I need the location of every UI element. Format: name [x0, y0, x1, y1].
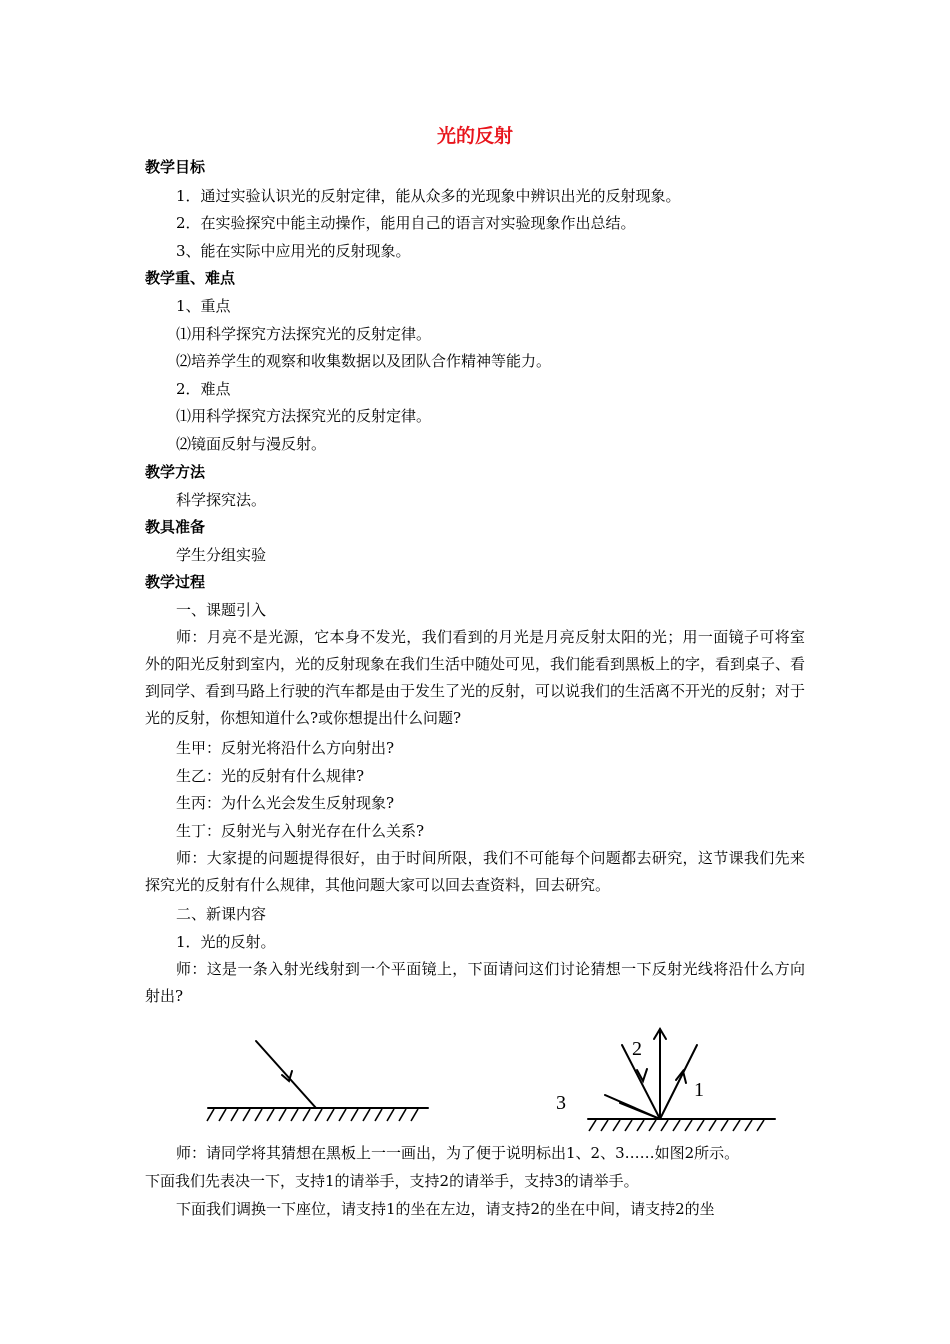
- key-point-item: ⑴用科学探究方法探究光的反射定律。: [176, 325, 432, 343]
- teacher-paragraph-2: 师：大家提的问题提得很好，由于时间所限，我们不可能每个问题都去研究，这节课我们先来探究光的反射有什么规律，其他问题大家可以回去查资料，回去研究。: [145, 849, 805, 894]
- mirror-hatching: [589, 1120, 764, 1131]
- teacher-paragraph-1: 师：月亮不是光源，它本身不发光，我们看到的月光是月亮反射太阳的光；用一面镜子可将室外的阳光反射到室内，光的反射现象在我们生活中随处可见，我们能看到黑板上的字，看到桌子、看到同学、看到马路上行驶的汽车都是由于发生了光的反射，可以说我们的生活离不开光的反射；对于光的反射，你想知道什么?或你想提出什么问题?: [145, 628, 806, 727]
- goal-item-1: 1．通过实验认识光的反射定律，能从众多的光现象中辨识出光的反射现象。: [176, 187, 681, 205]
- tools-text: 学生分组实验: [176, 546, 267, 564]
- heading-methods: 教学方法: [145, 463, 206, 481]
- key-point-item: ⑵镜面反射与漫反射。: [176, 435, 327, 453]
- new-lesson-title: 二、新课内容: [176, 905, 267, 923]
- incident-ray: [256, 1041, 316, 1108]
- heading-goals: 教学目标: [145, 158, 206, 176]
- methods-text: 科学探究法。: [176, 491, 267, 509]
- subsection-title: 1．光的反射。: [176, 933, 276, 951]
- student-c-line: 生丙：为什么光会发生反射现象?: [176, 794, 395, 812]
- mirror-hatching: [207, 1109, 418, 1121]
- teacher-paragraph-3: 师：这是一条入射光线射到一个平面镜上，下面请问这们讨论猜想一下反射光线将沿什么方向射出?: [145, 960, 805, 1005]
- label-ray-3: 3: [556, 1092, 566, 1114]
- vote-line: 下面我们先表决一下，支持1的请举手，支持2的请举手，支持3的请举手。: [145, 1172, 639, 1190]
- goal-item-3: 3、能在实际中应用光的反射现象。: [176, 242, 411, 260]
- key-point-item: 1、重点: [176, 297, 231, 315]
- page-title: 光的反射: [436, 125, 513, 147]
- key-point-item: 2．难点: [176, 380, 231, 398]
- heading-tools: 教具准备: [145, 518, 206, 536]
- reflected-ray-1: [660, 1045, 697, 1119]
- key-point-item: ⑵培养学生的观察和收集数据以及团队合作精神等能力。: [176, 352, 552, 370]
- intro-title: 一、课题引入: [176, 601, 267, 619]
- teacher-paragraph-4: 师：请同学将其猜想在黑板上一一画出，为了便于说明标出1、2、3……如图2所示。: [176, 1144, 740, 1162]
- seating-line: 下面我们调换一下座位，请支持1的坐在左边，请支持2的坐在中间，请支持2的坐: [176, 1200, 715, 1218]
- heading-key-points: 教学重、难点: [145, 269, 236, 287]
- label-ray-2: 2: [632, 1038, 642, 1060]
- student-a-line: 生甲：反射光将沿什么方向射出?: [176, 739, 395, 757]
- student-b-line: 生乙：光的反射有什么规律?: [176, 767, 365, 785]
- heading-process: 教学过程: [145, 573, 206, 591]
- student-d-line: 生丁：反射光与入射光存在什么关系?: [176, 822, 425, 840]
- key-point-item: ⑴用科学探究方法探究光的反射定律。: [176, 407, 432, 425]
- figure-reflection-guesses: [540, 1025, 780, 1135]
- figure-incident-ray: [200, 1035, 435, 1130]
- goal-item-2: 2．在实验探究中能主动操作，能用自己的语言对实验现象作出总结。: [176, 214, 636, 232]
- label-ray-1: 1: [694, 1079, 704, 1101]
